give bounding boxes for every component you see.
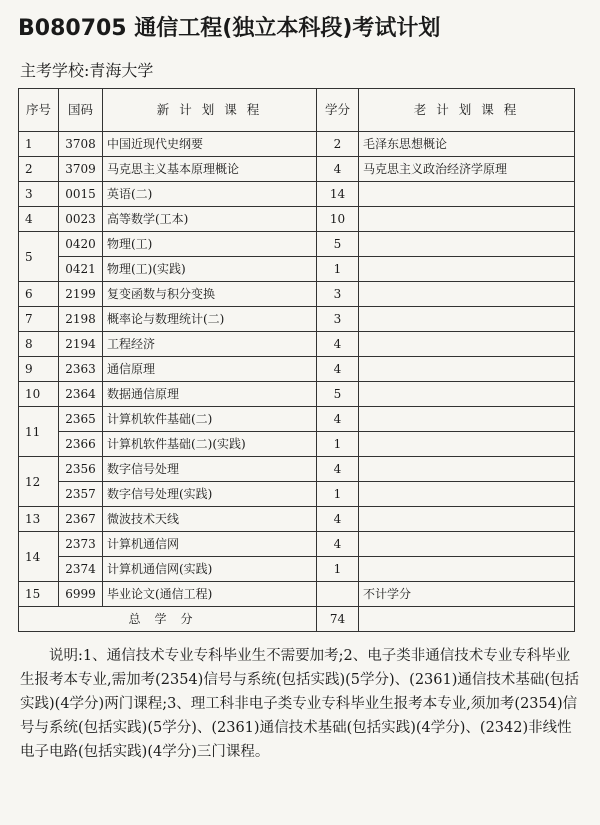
cell-course: 计算机软件基础(二) [103, 407, 317, 432]
cell-course: 英语(二) [103, 182, 317, 207]
cell-credit: 3 [317, 307, 359, 332]
table-row [19, 407, 575, 432]
cell-code: 2198 [59, 307, 103, 332]
table-row [19, 307, 575, 332]
cell-credit: 4 [317, 507, 359, 532]
cell-code: 0421 [59, 257, 103, 282]
cell-seq: 1 [19, 132, 59, 157]
page-title: B080705 通信工程(独立本科段)考试计划 [18, 16, 441, 41]
cell-seq: 10 [19, 382, 59, 407]
cell-code: 2363 [59, 357, 103, 382]
cell-credit: 4 [317, 407, 359, 432]
total-label: 总学分 [19, 607, 317, 632]
cell-old-course [359, 532, 575, 557]
table-row [19, 532, 575, 557]
table-row [19, 582, 575, 607]
cell-course: 工程经济 [103, 332, 317, 357]
header-old-course: 老 计 划 课 程 [359, 89, 575, 132]
cell-code: 0420 [59, 232, 103, 257]
cell-code: 2365 [59, 407, 103, 432]
cell-seq: 3 [19, 182, 59, 207]
cell-course: 马克思主义基本原理概论 [103, 157, 317, 182]
cell-course: 物理(工) [103, 232, 317, 257]
cell-code: 3708 [59, 132, 103, 157]
cell-old-course [359, 382, 575, 407]
cell-course: 概率论与数理统计(二) [103, 307, 317, 332]
table-row [19, 157, 575, 182]
cell-credit: 1 [317, 432, 359, 457]
cell-code: 2374 [59, 557, 103, 582]
explanation-note: 说明:1、通信技术专业专科毕业生不需要加考;2、电子类非通信技术专业专科毕业生报考本专业,需加考(2354)信号与系统(包括实践)(5学分)、(2361)通信技术基础(包括实践)(4学分)两门课程;3、理工科非电子类专业专科毕业生报考本专业,须加考(2354)信号与系统(包括实践)(5学分)、(2361)通信技术基础(包括实践)(4学分)、(2342)非线性电子电路(包括实践)(4学分)三门课程。 [20, 648, 580, 760]
cell-code: 3709 [59, 157, 103, 182]
table-row [19, 207, 575, 232]
cell-code: 0023 [59, 207, 103, 232]
cell-course: 数字信号处理 [103, 457, 317, 482]
header-seq: 序号 [19, 89, 59, 132]
cell-code: 2364 [59, 382, 103, 407]
cell-seq: 4 [19, 207, 59, 232]
cell-old-course [359, 432, 575, 457]
cell-credit: 1 [317, 257, 359, 282]
table-row [19, 432, 575, 457]
cell-old-course [359, 182, 575, 207]
cell-course: 数据通信原理 [103, 382, 317, 407]
cell-course: 高等数学(工本) [103, 207, 317, 232]
cell-old-course [359, 507, 575, 532]
cell-course: 通信原理 [103, 357, 317, 382]
cell-old-course [359, 457, 575, 482]
table-row [19, 357, 575, 382]
table-row [19, 132, 575, 157]
cell-seq: 2 [19, 157, 59, 182]
cell-old-course [359, 357, 575, 382]
cell-seq: 12 [19, 457, 59, 507]
cell-code: 2194 [59, 332, 103, 357]
table-header-row [19, 89, 575, 132]
cell-seq: 6 [19, 282, 59, 307]
table-row [19, 332, 575, 357]
cell-code: 2199 [59, 282, 103, 307]
cell-credit: 5 [317, 382, 359, 407]
school-line: 主考学校:青海大学 [20, 61, 154, 80]
cell-seq: 13 [19, 507, 59, 532]
table-row [19, 457, 575, 482]
cell-code: 2367 [59, 507, 103, 532]
cell-course: 毕业论文(通信工程) [103, 582, 317, 607]
cell-code: 6999 [59, 582, 103, 607]
table-row [19, 232, 575, 257]
cell-credit: 4 [317, 157, 359, 182]
cell-course: 数字信号处理(实践) [103, 482, 317, 507]
table-row [19, 182, 575, 207]
cell-seq: 5 [19, 232, 59, 282]
cell-old-course: 马克思主义政治经济学原理 [359, 157, 575, 182]
cell-old-course [359, 207, 575, 232]
cell-course: 计算机通信网(实践) [103, 557, 317, 582]
table-row [19, 557, 575, 582]
cell-old-course: 毛泽东思想概论 [359, 132, 575, 157]
cell-old-course [359, 282, 575, 307]
cell-course: 复变函数与积分变换 [103, 282, 317, 307]
header-new-course: 新 计 划 课 程 [103, 89, 317, 132]
cell-credit: 1 [317, 482, 359, 507]
cell-old-course [359, 332, 575, 357]
cell-credit: 4 [317, 357, 359, 382]
cell-code: 2373 [59, 532, 103, 557]
table-row [19, 382, 575, 407]
exam-plan-table [18, 88, 575, 632]
cell-old-course [359, 407, 575, 432]
cell-old-course: 不计学分 [359, 582, 575, 607]
cell-seq: 9 [19, 357, 59, 382]
cell-credit: 10 [317, 207, 359, 232]
cell-code: 2357 [59, 482, 103, 507]
cell-code: 0015 [59, 182, 103, 207]
table-row [19, 507, 575, 532]
cell-code: 2356 [59, 457, 103, 482]
cell-old-course [359, 557, 575, 582]
cell-credit: 2 [317, 132, 359, 157]
cell-credit: 4 [317, 532, 359, 557]
cell-credit: 1 [317, 557, 359, 582]
header-code: 国码 [59, 89, 103, 132]
cell-credit [317, 582, 359, 607]
cell-credit: 5 [317, 232, 359, 257]
cell-course: 计算机软件基础(二)(实践) [103, 432, 317, 457]
cell-seq: 8 [19, 332, 59, 357]
total-row [19, 607, 575, 632]
total-credit: 74 [317, 607, 359, 632]
cell-course: 中国近现代史纲要 [103, 132, 317, 157]
cell-old-course [359, 257, 575, 282]
cell-seq: 14 [19, 532, 59, 582]
table-row [19, 257, 575, 282]
cell-credit: 4 [317, 457, 359, 482]
header-credit: 学分 [317, 89, 359, 132]
cell-old-course [359, 307, 575, 332]
cell-old-course [359, 232, 575, 257]
cell-course: 微波技术天线 [103, 507, 317, 532]
cell-old-course [359, 482, 575, 507]
cell-seq: 11 [19, 407, 59, 457]
cell-credit: 14 [317, 182, 359, 207]
cell-credit: 4 [317, 332, 359, 357]
cell-seq: 7 [19, 307, 59, 332]
total-old-course [359, 607, 575, 632]
cell-code: 2366 [59, 432, 103, 457]
cell-course: 物理(工)(实践) [103, 257, 317, 282]
table-row [19, 282, 575, 307]
cell-seq: 15 [19, 582, 59, 607]
cell-credit: 3 [317, 282, 359, 307]
cell-course: 计算机通信网 [103, 532, 317, 557]
table-row [19, 482, 575, 507]
